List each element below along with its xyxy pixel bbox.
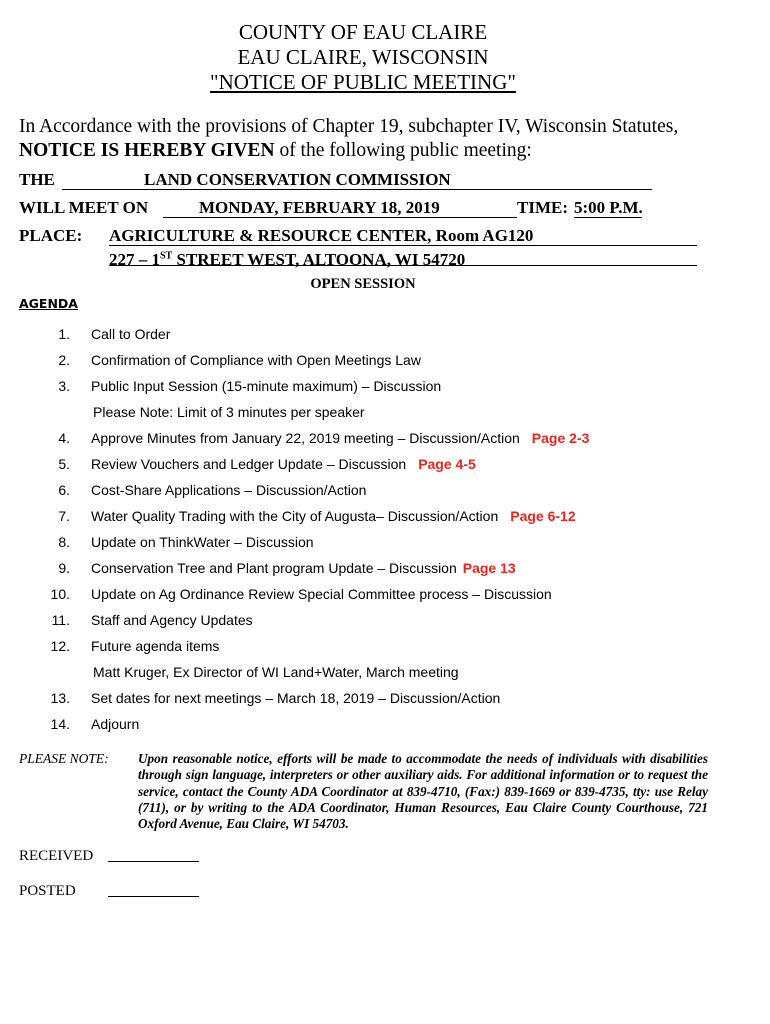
agenda-item-label: Call to Order	[91, 326, 171, 342]
agenda-item-number: 13.	[50, 690, 70, 706]
agenda-item-number: 12.	[50, 638, 70, 654]
intro-paragraph	[19, 115, 739, 163]
agenda-item-number: 7.	[58, 508, 70, 524]
agenda-item-text	[91, 482, 366, 498]
time-underline	[574, 198, 642, 218]
meeting-date: MONDAY, FEBRUARY 18, 2019	[199, 198, 440, 217]
city-state: EAU CLAIRE, WISCONSIN	[237, 45, 489, 69]
speaker-limit-note: Please Note: Limit of 3 minutes per speaker	[93, 404, 365, 420]
agenda-item-number: 9.	[58, 560, 70, 576]
place-line-2-street: STREET WEST, ALTOONA, WI 54720	[172, 249, 466, 269]
agenda-item-number: 4.	[58, 430, 70, 446]
agenda-item-number: 11.	[51, 612, 70, 628]
agenda-item-number: 8.	[58, 534, 70, 550]
document-title: "NOTICE OF PUBLIC MEETING"	[210, 70, 516, 94]
body-name: LAND CONSERVATION COMMISSION	[144, 170, 451, 189]
please-note-label: PLEASE NOTE:	[19, 751, 109, 766]
agenda-item-text	[91, 612, 253, 628]
page-reference: Page 13	[462, 560, 516, 576]
agenda-item-label: Set dates for next meetings – March 18, 2019 – Discussion/Action	[91, 690, 501, 706]
received-label: RECEIVED	[19, 848, 94, 864]
page-reference: Page 6-12	[510, 508, 576, 524]
place-line-1-underline	[109, 226, 697, 246]
agenda-item-text	[91, 586, 552, 602]
posted-label: POSTED	[19, 883, 76, 899]
agenda-item-text	[91, 534, 314, 550]
agenda-item-label: Water Quality Trading with the City of Augusta– Discussion/Action	[91, 508, 499, 524]
will-meet-label: WILL MEET ON	[19, 198, 149, 217]
agenda-item-text	[91, 378, 441, 394]
place-line-2	[109, 250, 465, 269]
page-reference: Page 4-5	[418, 456, 476, 472]
agenda-item-number: 5.	[58, 456, 70, 472]
agenda-item-label: Confirmation of Compliance with Open Meetings Law	[91, 352, 421, 368]
agenda-item-number: 3.	[58, 378, 70, 394]
document-header	[0, 20, 726, 95]
place-line-2-underline	[109, 246, 697, 269]
page-reference: Page 2-3	[531, 430, 590, 446]
agenda-item-text	[91, 560, 516, 576]
meeting-time: 5:00 P.M.	[574, 198, 643, 217]
agenda-heading: AGENDA	[19, 296, 78, 311]
the-label: THE	[19, 170, 55, 189]
agenda-item-number: 10.	[50, 586, 70, 602]
agenda-item-text	[91, 326, 170, 342]
agenda-item-text	[91, 716, 139, 732]
agenda-item-label: Public Input Session (15-minute maximum) – Discussion	[91, 378, 442, 394]
county-name: COUNTY OF EAU CLAIRE	[238, 20, 488, 44]
future-agenda-note: Matt Kruger, Ex Director of WI Land+Water, March meeting	[93, 664, 459, 680]
agenda-item-text	[91, 508, 576, 524]
place-label: PLACE:	[19, 226, 83, 245]
agenda-item-label: Staff and Agency Updates	[91, 612, 253, 628]
place-line-2-number: 227 – 1	[109, 249, 160, 269]
received-field	[19, 848, 93, 865]
open-session-heading: OPEN SESSION	[310, 276, 416, 292]
agenda-item-label: Conservation Tree and Plant program Update – Discussion	[91, 560, 457, 576]
received-blank	[108, 861, 199, 862]
posted-field	[19, 883, 76, 900]
agenda-item-text	[91, 352, 421, 368]
place-line-2-sup: ST	[160, 250, 173, 261]
agenda-item-number: 6.	[58, 482, 70, 498]
notice-given-text: NOTICE IS HEREBY GIVEN	[19, 140, 275, 161]
agenda-item-text	[91, 638, 219, 654]
agenda-item-label: Review Vouchers and Ledger Update – Discussion	[91, 456, 407, 472]
agenda-item-label: Adjourn	[91, 716, 140, 732]
agenda-item-text	[91, 430, 589, 446]
agenda-item-number: 2.	[58, 352, 70, 368]
body-underline	[62, 170, 652, 190]
place-row	[19, 226, 719, 276]
agenda-item-text	[91, 690, 500, 706]
agenda-item-number: 14.	[50, 716, 70, 732]
posted-blank	[108, 896, 199, 897]
date-underline	[163, 198, 517, 218]
intro-line-1: In Accordance with the provisions of Chapter 19, subchapter IV, Wisconsin Statutes,	[19, 116, 679, 137]
agenda-item-label: Approve Minutes from January 22, 2019 meeting – Discussion/Action	[91, 430, 520, 446]
place-line-1: AGRICULTURE & RESOURCE CENTER, Room AG120	[109, 226, 534, 245]
agenda-item-text	[91, 456, 476, 472]
agenda-item-label: Future agenda items	[91, 638, 220, 654]
intro-line-2-rest: of the following public meeting:	[274, 140, 532, 161]
agenda-item-label: Update on ThinkWater – Discussion	[91, 534, 314, 550]
intro-line-2	[19, 139, 739, 163]
agenda-item-label: Update on Ag Ordinance Review Special Committee process – Discussion	[91, 586, 552, 602]
agenda-item-label: Cost-Share Applications – Discussion/Action	[91, 482, 367, 498]
time-label: TIME:	[517, 198, 568, 217]
agenda-item-number: 1.	[58, 326, 70, 342]
please-note-text: Upon reasonable notice, efforts will be made to accommodate the needs of individuals with disabilities through sign language, interpreters or other auxiliary aids. For additional information or to request the service, contact the County ADA Coordinator at 839-4710, (Fax:) 839-1669 or 839-4735, tty: use Relay (711), or by writing to the ADA Coordinator, Human Resources, Eau Claire County Courthouse, 721 Oxford Avenue, Eau Claire, WI 54703.	[138, 751, 708, 832]
